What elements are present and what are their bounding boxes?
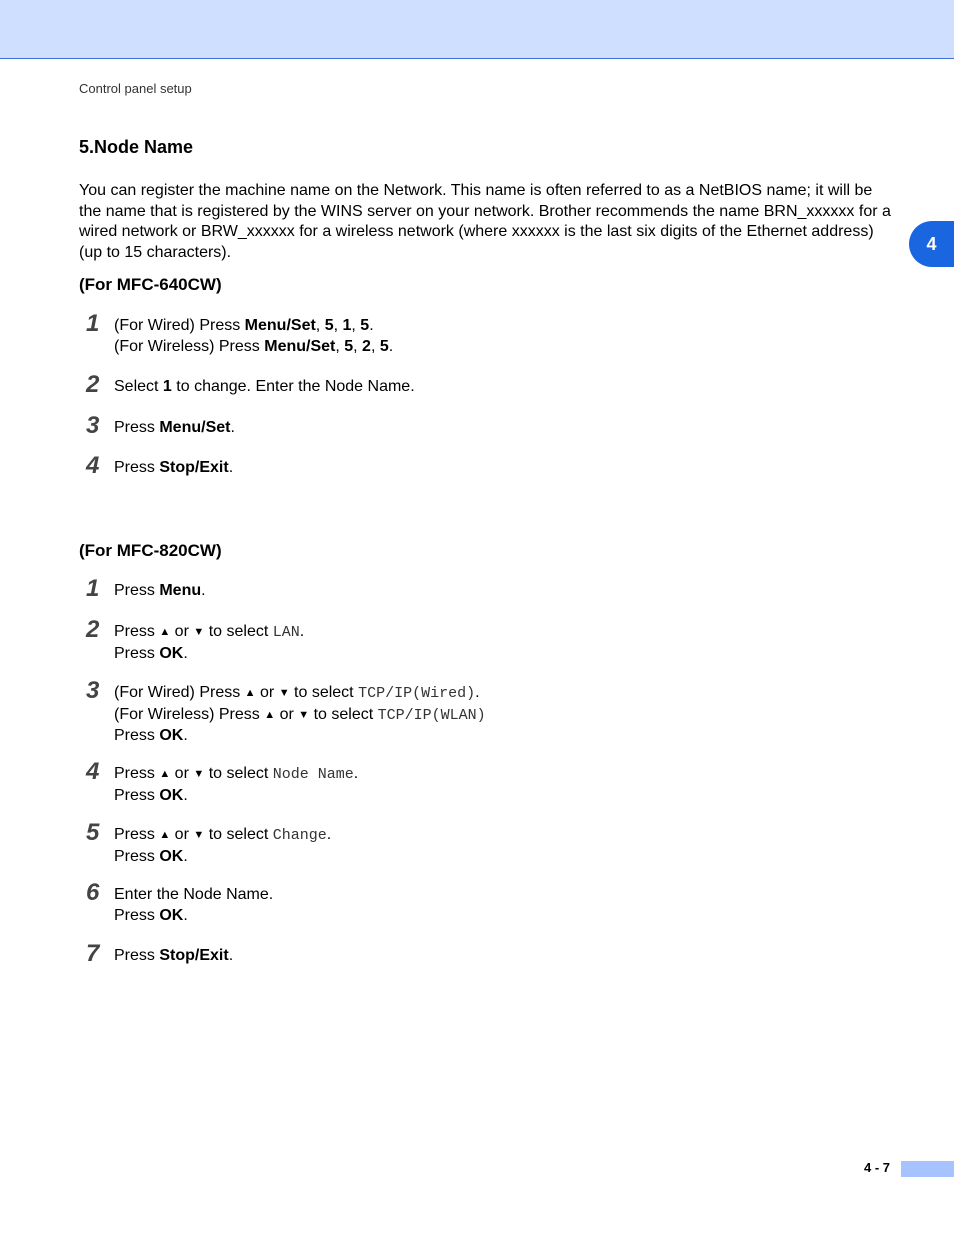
up-arrow-icon: ▲ [244, 687, 256, 699]
up-arrow-icon: ▲ [159, 829, 171, 841]
down-arrow-icon: ▼ [193, 768, 205, 780]
step-number: 2 [86, 616, 100, 643]
intro-paragraph: You can register the machine name on the Network. This name is often referred to as a NetBIOS name; it will be the name that is registered by the WINS server on your network. Brother recommends the name BRN_xxxxxx for a wired network or BRW_xxxxxx for a wireless network (where xxxxxx is the last six digits of the Ethernet address) (up to 15 characters). [79, 182, 891, 261]
chapter-tab[interactable]: 4 [909, 221, 954, 267]
step-number: 4 [86, 758, 100, 785]
down-arrow-icon: ▼ [278, 687, 290, 699]
step-number: 1 [86, 575, 100, 602]
step-line-wireless: (For Wireless) Press Menu/Set, 5, 2, 5. [114, 337, 394, 355]
up-arrow-icon: ▲ [159, 626, 171, 638]
up-arrow-icon: ▲ [159, 768, 171, 780]
step-number: 4 [86, 452, 100, 479]
step-line-wired: (For Wired) Press Menu/Set, 5, 1, 5. [114, 317, 374, 334]
subsection-title-mfc820: (For MFC-820CW) [79, 541, 222, 560]
step-number: 3 [86, 677, 100, 704]
page-number-bar [901, 1161, 954, 1177]
step-number: 6 [86, 879, 100, 906]
step-number: 3 [86, 412, 100, 439]
step-number: 7 [86, 940, 100, 967]
breadcrumb: Control panel setup [79, 81, 192, 96]
step-number: 2 [86, 371, 100, 398]
header-bar [0, 0, 954, 59]
section-title: 5.Node Name [79, 137, 194, 157]
down-arrow-icon: ▼ [298, 708, 310, 721]
down-arrow-icon: ▼ [193, 626, 205, 638]
up-arrow-icon: ▲ [264, 708, 276, 721]
page-number: 4 - 7 [864, 1160, 891, 1175]
subsection-title-mfc640: (For MFC-640CW) [79, 275, 222, 294]
step-number: 5 [86, 819, 100, 846]
step-number: 1 [86, 310, 100, 337]
down-arrow-icon: ▼ [193, 829, 205, 841]
